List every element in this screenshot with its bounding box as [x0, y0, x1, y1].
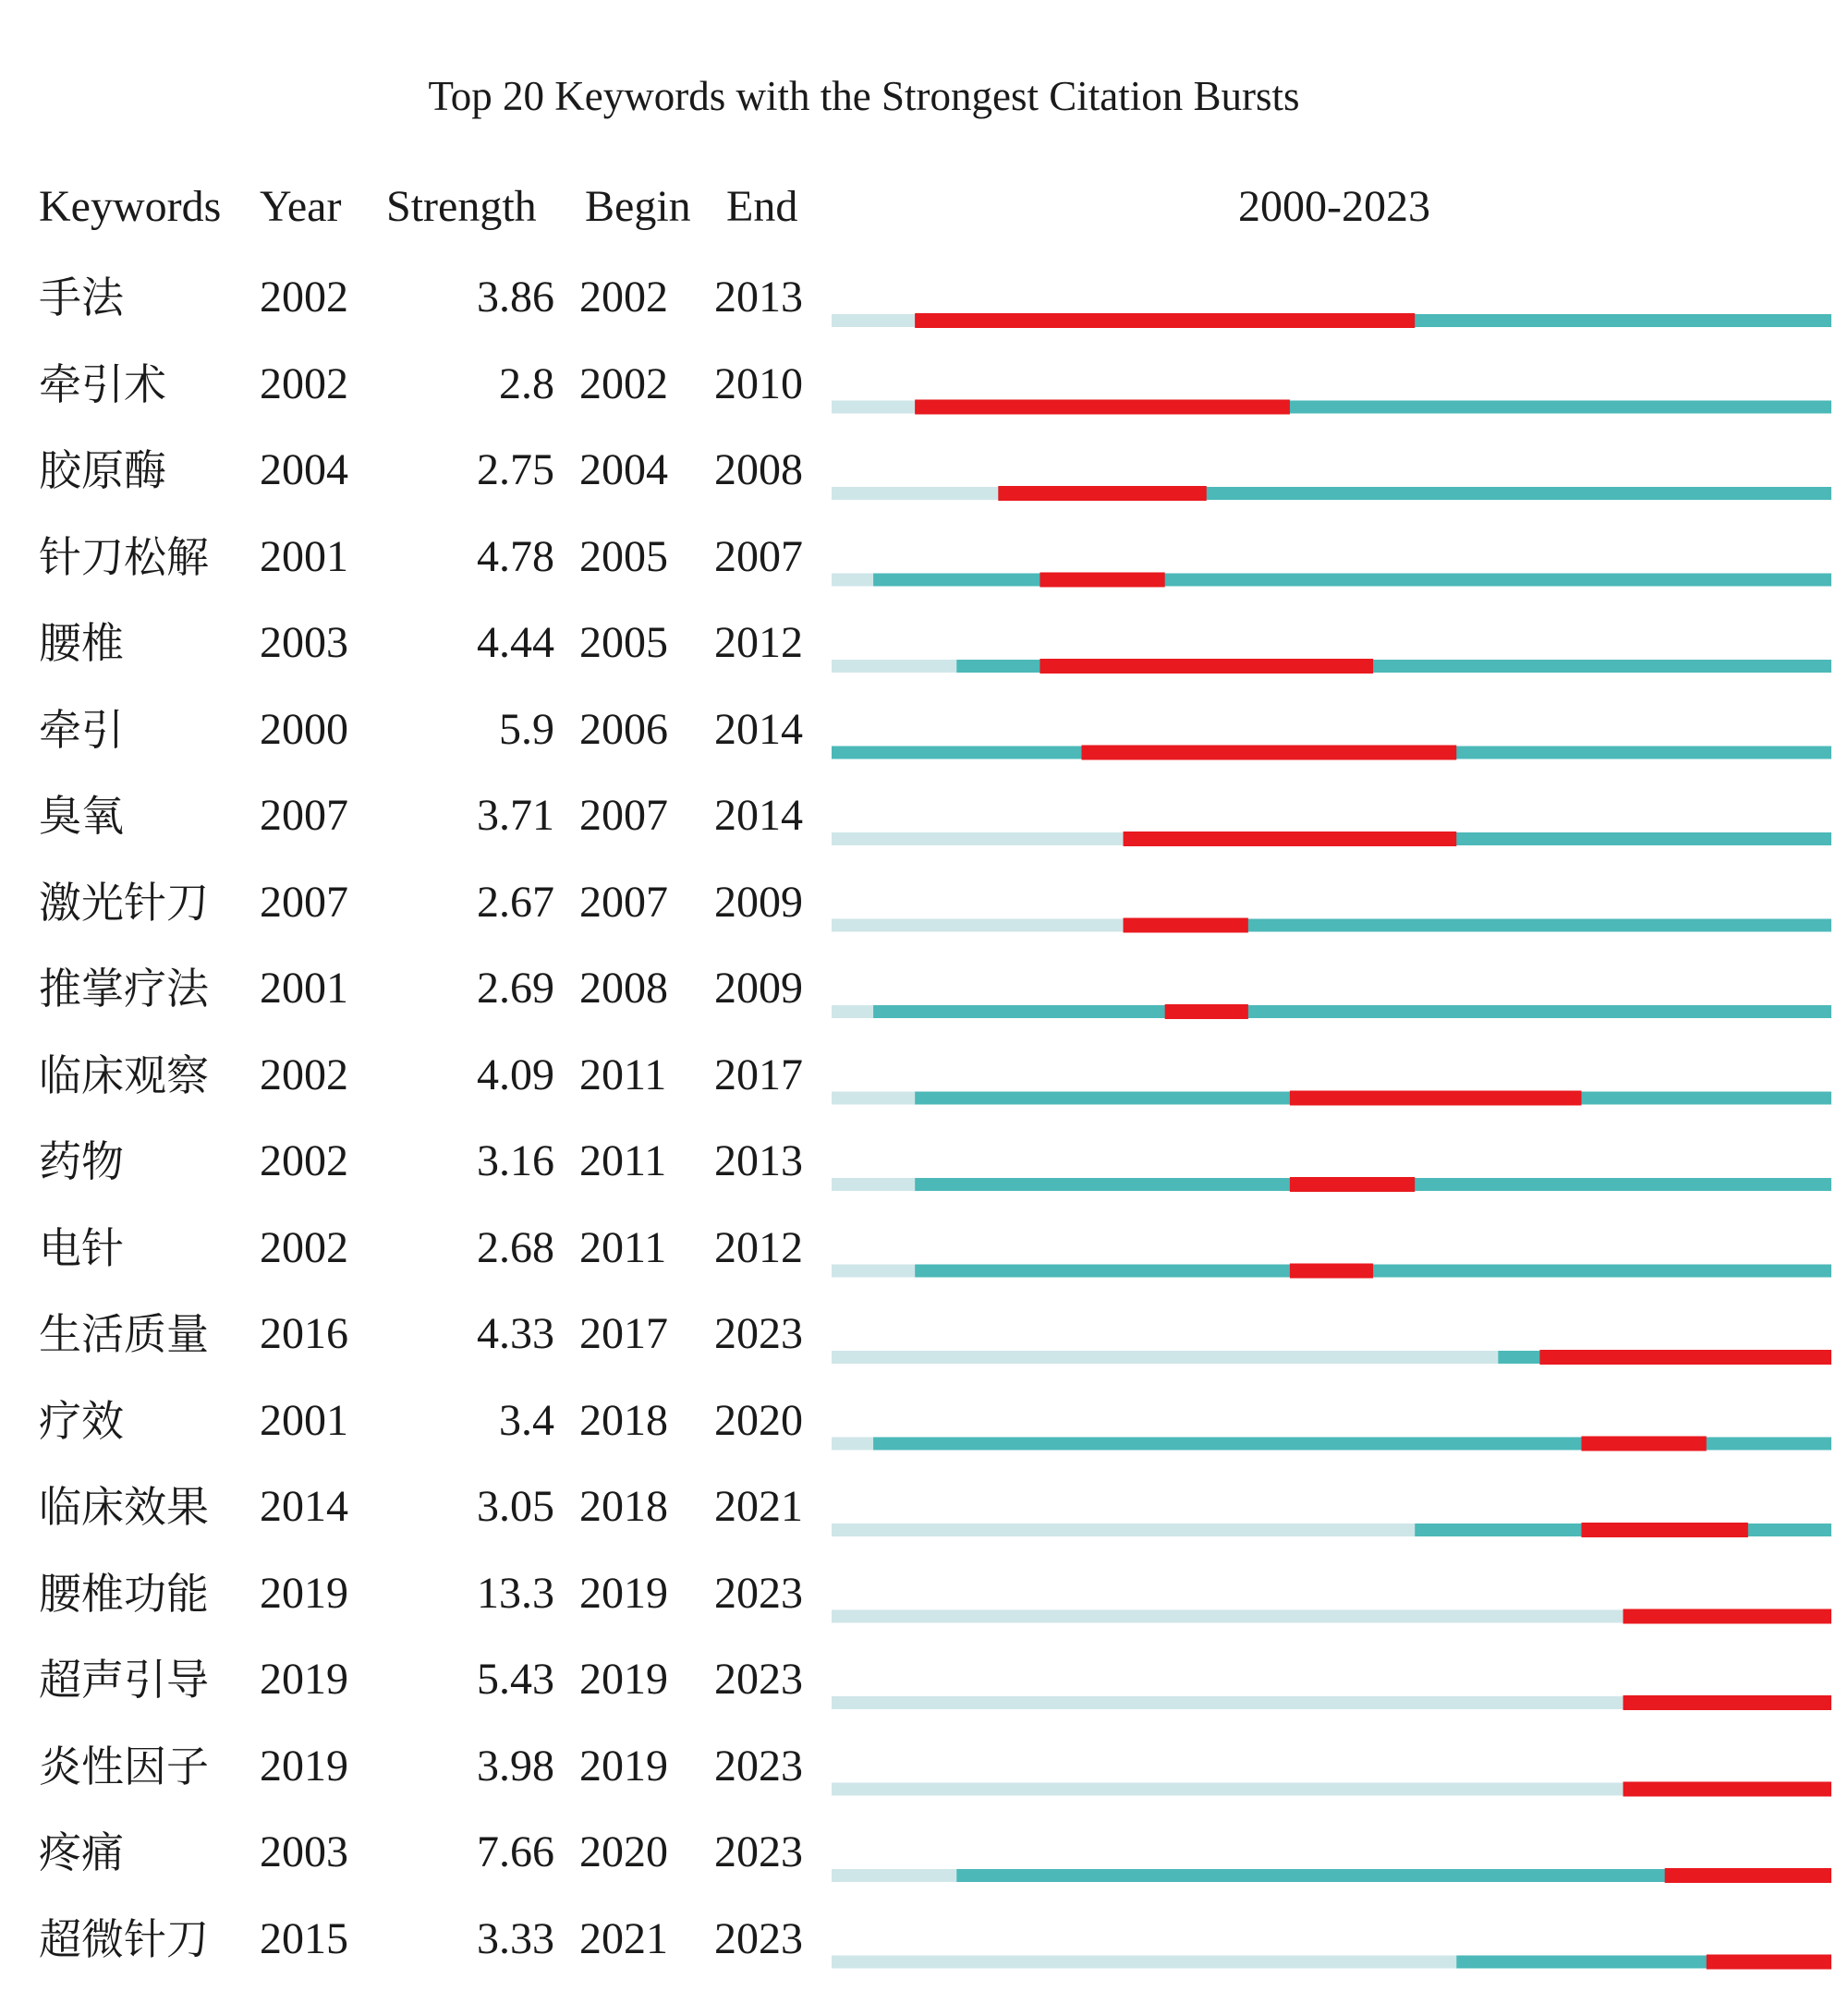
strength-value: 3.98	[477, 1741, 554, 1791]
year-value: 2001	[260, 531, 348, 581]
burst-bar	[1290, 1091, 1582, 1106]
burst-bar	[1623, 1695, 1831, 1710]
keyword-label: 臭氧	[39, 791, 124, 841]
end-value: 2021	[714, 1482, 803, 1531]
year-value: 2019	[260, 1741, 348, 1791]
year-value: 2001	[260, 964, 348, 1013]
end-value: 2023	[714, 1655, 803, 1704]
strength-value: 4.09	[477, 1050, 554, 1099]
begin-value: 2002	[579, 273, 668, 322]
strength-value: 2.67	[477, 877, 554, 927]
timeline-active-segment	[1415, 1523, 1831, 1536]
burst-bar	[1623, 1609, 1831, 1624]
column-header-strength: Strength	[386, 182, 537, 231]
burst-bar	[1165, 1004, 1248, 1019]
keyword-label: 推掌疗法	[39, 964, 209, 1014]
keyword-label: 临床效果	[39, 1482, 209, 1532]
begin-value: 2011	[579, 1136, 667, 1185]
burst-bar	[1082, 746, 1457, 760]
keyword-label: 超微针刀	[39, 1913, 209, 1964]
begin-value: 2019	[579, 1741, 668, 1791]
timeline-active-segment	[956, 1869, 1831, 1882]
column-header-end: End	[726, 182, 798, 231]
year-value: 2004	[260, 445, 348, 494]
begin-value: 2019	[579, 1655, 668, 1704]
begin-value: 2005	[579, 618, 668, 667]
timeline-inactive-segment	[832, 1178, 915, 1191]
timeline-active-segment	[873, 574, 1831, 587]
burst-bar	[1290, 1264, 1373, 1279]
keyword-label: 胶原酶	[39, 445, 166, 495]
begin-value: 2018	[579, 1395, 668, 1445]
burst-bar	[1539, 1350, 1831, 1365]
begin-value: 2011	[579, 1222, 667, 1272]
timeline-inactive-segment	[832, 832, 1124, 845]
end-value: 2009	[714, 964, 803, 1013]
year-value: 2019	[260, 1655, 348, 1704]
end-value: 2023	[714, 1827, 803, 1876]
timeline-inactive-segment	[832, 1438, 873, 1451]
end-value: 2007	[714, 531, 803, 581]
begin-value: 2017	[579, 1309, 668, 1358]
strength-value: 4.33	[477, 1309, 554, 1358]
strength-value: 7.66	[477, 1827, 554, 1876]
end-value: 2012	[714, 618, 803, 667]
timeline-active-segment	[915, 1265, 1831, 1278]
keyword-label: 牵引术	[39, 358, 166, 409]
timeline-inactive-segment	[832, 1523, 1415, 1536]
end-value: 2017	[714, 1050, 803, 1099]
timeline-inactive-segment	[832, 314, 915, 327]
burst-bar	[915, 313, 1415, 328]
begin-value: 2018	[579, 1482, 668, 1531]
strength-value: 2.8	[499, 358, 554, 408]
timeline-inactive-segment	[832, 919, 1124, 932]
burst-bar	[1582, 1523, 1748, 1537]
year-value: 2015	[260, 1913, 348, 1963]
strength-value: 5.9	[499, 704, 554, 754]
year-value: 2002	[260, 273, 348, 322]
strength-value: 3.16	[477, 1136, 554, 1185]
end-value: 2023	[714, 1741, 803, 1791]
begin-value: 2019	[579, 1568, 668, 1618]
strength-value: 3.4	[499, 1395, 554, 1445]
begin-value: 2002	[579, 358, 668, 408]
timeline-inactive-segment	[832, 1005, 873, 1018]
strength-value: 2.68	[477, 1222, 554, 1272]
begin-value: 2007	[579, 877, 668, 927]
timeline-active-segment	[873, 1005, 1831, 1018]
column-header-year: Year	[260, 182, 342, 231]
strength-value: 3.71	[477, 791, 554, 840]
year-value: 2003	[260, 618, 348, 667]
timeline-active-segment	[832, 747, 1831, 759]
keyword-label: 激光针刀	[39, 877, 209, 928]
begin-value: 2005	[579, 531, 668, 581]
begin-value: 2011	[579, 1050, 667, 1099]
column-header-keywords: Keywords	[39, 182, 222, 231]
keyword-label: 电针	[39, 1222, 124, 1273]
timeline-active-segment	[915, 1092, 1831, 1105]
timeline-active-segment	[1124, 919, 1831, 932]
keyword-label: 疗效	[39, 1395, 124, 1446]
strength-value: 13.3	[477, 1568, 554, 1618]
end-value: 2008	[714, 445, 803, 494]
strength-value: 3.05	[477, 1482, 554, 1531]
timeline-active-segment	[915, 1178, 1831, 1191]
strength-value: 4.44	[477, 618, 554, 667]
timeline-inactive-segment	[832, 660, 956, 673]
burst-bar	[1124, 918, 1248, 933]
end-value: 2014	[714, 704, 803, 754]
year-value: 2003	[260, 1827, 348, 1876]
year-value: 2007	[260, 791, 348, 840]
strength-value: 3.33	[477, 1913, 554, 1963]
begin-value: 2008	[579, 964, 668, 1013]
end-value: 2014	[714, 791, 803, 840]
burst-bar	[998, 486, 1206, 501]
keyword-label: 疼痛	[39, 1827, 124, 1877]
timeline-active-segment	[998, 487, 1831, 500]
end-value: 2012	[714, 1222, 803, 1272]
year-value: 2016	[260, 1309, 348, 1358]
year-value: 2002	[260, 1136, 348, 1185]
end-value: 2013	[714, 1136, 803, 1185]
keyword-label: 手法	[39, 273, 124, 322]
column-header-begin: Begin	[585, 182, 691, 231]
burst-bar	[1290, 1177, 1415, 1192]
timeline-inactive-segment	[832, 1351, 1498, 1364]
keyword-label: 临床观察	[39, 1050, 209, 1100]
begin-value: 2007	[579, 791, 668, 840]
end-value: 2023	[714, 1568, 803, 1618]
burst-bar	[915, 400, 1290, 415]
keyword-label: 针刀松解	[39, 531, 209, 582]
timeline-active-segment	[1623, 1696, 1831, 1709]
year-value: 2014	[260, 1482, 348, 1531]
strength-value: 2.75	[477, 445, 554, 494]
end-value: 2023	[714, 1309, 803, 1358]
timeline-inactive-segment	[832, 574, 873, 587]
timeline-active-segment	[1498, 1351, 1831, 1364]
end-value: 2010	[714, 358, 803, 408]
timeline-active-segment	[956, 660, 1831, 673]
chart-title: Top 20 Keywords with the Strongest Citation Bursts	[428, 73, 1300, 119]
timeline-active-segment	[1124, 832, 1831, 845]
timeline-inactive-segment	[832, 1610, 1623, 1623]
begin-value: 2006	[579, 704, 668, 754]
burst-bar	[1665, 1868, 1831, 1883]
year-value: 2002	[260, 1222, 348, 1272]
timeline-header: 2000-2023	[1238, 182, 1430, 231]
timeline-inactive-segment	[832, 1956, 1456, 1969]
keyword-label: 炎性因子	[39, 1741, 209, 1791]
timeline-inactive-segment	[832, 401, 915, 414]
timeline-active-segment	[1456, 1956, 1831, 1969]
keyword-label: 腰椎	[39, 618, 124, 668]
end-value: 2009	[714, 877, 803, 927]
year-value: 2001	[260, 1395, 348, 1445]
begin-value: 2004	[579, 445, 668, 494]
timeline-inactive-segment	[832, 1783, 1623, 1796]
timeline-active-segment	[915, 401, 1831, 414]
timeline-active-segment	[873, 1438, 1831, 1451]
keyword-label: 药物	[39, 1136, 124, 1186]
burst-bar	[1040, 573, 1164, 588]
timeline-inactive-segment	[832, 1265, 915, 1278]
year-value: 2002	[260, 358, 348, 408]
keyword-label: 牵引	[39, 704, 124, 755]
timeline-inactive-segment	[832, 1869, 956, 1882]
keyword-label: 超声引导	[39, 1655, 209, 1705]
year-value: 2019	[260, 1568, 348, 1618]
timeline-inactive-segment	[832, 1092, 915, 1105]
burst-bar	[1040, 659, 1373, 674]
year-value: 2000	[260, 704, 348, 754]
timeline-inactive-segment	[832, 1696, 1623, 1709]
year-value: 2002	[260, 1050, 348, 1099]
end-value: 2013	[714, 273, 803, 322]
strength-value: 3.86	[477, 273, 554, 322]
burst-bar	[1623, 1782, 1831, 1797]
timeline-active-segment	[1623, 1610, 1831, 1623]
end-value: 2020	[714, 1395, 803, 1445]
burst-bar	[1707, 1955, 1831, 1970]
year-value: 2007	[260, 877, 348, 927]
keyword-label: 腰椎功能	[39, 1568, 209, 1619]
timeline-active-segment	[1623, 1783, 1831, 1796]
strength-value: 4.78	[477, 531, 554, 581]
keyword-label: 生活质量	[39, 1309, 209, 1359]
strength-value: 5.43	[477, 1655, 554, 1704]
timeline-inactive-segment	[832, 487, 998, 500]
begin-value: 2021	[579, 1913, 668, 1963]
burst-bar	[1582, 1437, 1707, 1451]
strength-value: 2.69	[477, 964, 554, 1013]
burst-bar	[1124, 832, 1457, 846]
end-value: 2023	[714, 1913, 803, 1963]
timeline-active-segment	[915, 314, 1831, 327]
begin-value: 2020	[579, 1827, 668, 1876]
